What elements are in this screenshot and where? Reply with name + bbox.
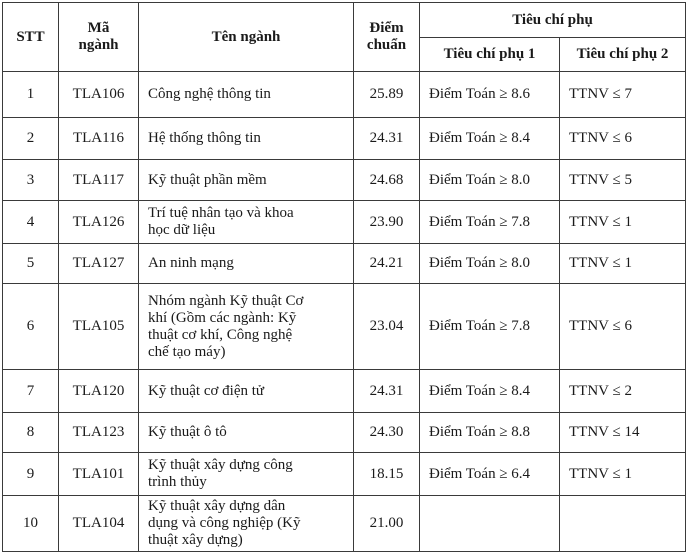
cell-ma-nganh: TLA117 (59, 160, 139, 201)
table-row (3, 370, 686, 413)
cell-tieu-chi-phu-1: Điểm Toán ≥ 8.0 (420, 244, 560, 284)
ten-nganh-line: chế tạo máy) (148, 343, 226, 360)
cell-tieu-chi-phu-2: TTNV ≤ 5 (560, 160, 686, 201)
ten-nganh-line: học dữ liệu (148, 222, 216, 238)
cell-tieu-chi-phu-1: Điểm Toán ≥ 8.4 (420, 370, 560, 413)
cell-diem-chuan: 21.00 (354, 496, 420, 552)
cell-tieu-chi-phu-1: Điểm Toán ≥ 8.6 (420, 72, 560, 118)
cell-tieu-chi-phu-2 (560, 496, 686, 552)
header-tieu-chi-phu-1: Tiêu chí phụ 1 (420, 38, 560, 72)
cell-tieu-chi-phu-1: Điểm Toán ≥ 8.4 (420, 118, 560, 160)
cell-ten-nganh (139, 496, 354, 552)
ten-nganh-line: Công nghệ thông tin (148, 86, 271, 102)
cell-stt: 1 (3, 72, 59, 118)
table-row (3, 496, 686, 552)
cell-ma-nganh: TLA127 (59, 244, 139, 284)
cell-ten-nganh (139, 413, 354, 453)
table-body (3, 72, 686, 552)
cell-ma-nganh: TLA116 (59, 118, 139, 160)
cell-ten-nganh (139, 201, 354, 244)
cell-ma-nganh: TLA104 (59, 496, 139, 552)
cell-diem-chuan: 24.31 (354, 370, 420, 413)
cell-stt: 8 (3, 413, 59, 453)
ten-nganh-line: thuật cơ khí, Công nghệ (148, 326, 293, 343)
ten-nganh-line: dụng và công nghiệp (Kỹ (148, 515, 301, 531)
ten-nganh-line: Trí tuệ nhân tạo và khoa (148, 205, 294, 221)
header-tieu-chi-phu: Tiêu chí phụ (420, 3, 686, 38)
cell-stt: 10 (3, 496, 59, 552)
cell-tieu-chi-phu-1: Điểm Toán ≥ 7.8 (420, 201, 560, 244)
cell-tieu-chi-phu-2: TTNV ≤ 6 (560, 118, 686, 160)
cell-diem-chuan: 24.31 (354, 118, 420, 160)
cell-ten-nganh (139, 370, 354, 413)
cell-diem-chuan: 23.90 (354, 201, 420, 244)
cell-ma-nganh: TLA123 (59, 413, 139, 453)
header-ma-nganh: Mã ngành (59, 3, 139, 72)
cell-diem-chuan: 18.15 (354, 453, 420, 496)
ten-nganh-line: Kỹ thuật xây dựng công (148, 457, 293, 473)
admission-score-table (2, 2, 686, 552)
cell-ma-nganh: TLA120 (59, 370, 139, 413)
table-row (3, 244, 686, 284)
header-tieu-chi-phu-2: Tiêu chí phụ 2 (560, 38, 686, 72)
ten-nganh-line: An ninh mạng (148, 255, 234, 271)
cell-ten-nganh (139, 160, 354, 201)
cell-ma-nganh: TLA106 (59, 72, 139, 118)
cell-stt: 5 (3, 244, 59, 284)
cell-ten-nganh (139, 244, 354, 284)
ten-nganh-line: Kỹ thuật ô tô (148, 424, 227, 440)
header-ten-nganh: Tên ngành (139, 3, 354, 72)
cell-ten-nganh (139, 118, 354, 160)
header-diem-chuan: Điểm chuẩn (354, 3, 420, 72)
cell-diem-chuan: 24.21 (354, 244, 420, 284)
table-row (3, 413, 686, 453)
cell-stt: 2 (3, 118, 59, 160)
cell-stt: 9 (3, 453, 59, 496)
header-stt: STT (3, 3, 59, 72)
cell-tieu-chi-phu-1: Điểm Toán ≥ 8.8 (420, 413, 560, 453)
table-row (3, 453, 686, 496)
cell-diem-chuan: 24.68 (354, 160, 420, 201)
cell-tieu-chi-phu-2: TTNV ≤ 2 (560, 370, 686, 413)
cell-stt: 7 (3, 370, 59, 413)
cell-stt: 4 (3, 201, 59, 244)
table-row (3, 284, 686, 370)
ten-nganh-line: trình thủy (148, 474, 207, 490)
cell-diem-chuan: 24.30 (354, 413, 420, 453)
cell-stt: 6 (3, 284, 59, 370)
cell-diem-chuan: 23.04 (354, 284, 420, 370)
cell-ma-nganh: TLA105 (59, 284, 139, 370)
cell-tieu-chi-phu-2: TTNV ≤ 1 (560, 453, 686, 496)
cell-tieu-chi-phu-2: TTNV ≤ 1 (560, 201, 686, 244)
cell-tieu-chi-phu-2: TTNV ≤ 6 (560, 284, 686, 370)
cell-ten-nganh (139, 72, 354, 118)
ten-nganh-line: Kỹ thuật phần mềm (148, 171, 267, 188)
table-row (3, 72, 686, 118)
ten-nganh-line: Kỹ thuật cơ điện tử (148, 382, 265, 399)
cell-tieu-chi-phu-1 (420, 496, 560, 552)
table-row (3, 201, 686, 244)
cell-tieu-chi-phu-1: Điểm Toán ≥ 6.4 (420, 453, 560, 496)
cell-ma-nganh: TLA101 (59, 453, 139, 496)
cell-ten-nganh (139, 284, 354, 370)
table-header (3, 3, 686, 72)
cell-ten-nganh (139, 453, 354, 496)
ten-nganh-line: thuật xây dựng) (148, 532, 243, 548)
cell-diem-chuan: 25.89 (354, 72, 420, 118)
cell-stt: 3 (3, 160, 59, 201)
cell-tieu-chi-phu-1: Điểm Toán ≥ 8.0 (420, 160, 560, 201)
cell-tieu-chi-phu-2: TTNV ≤ 14 (560, 413, 686, 453)
cell-tieu-chi-phu-1: Điểm Toán ≥ 7.8 (420, 284, 560, 370)
ten-nganh-line: khí (Gồm các ngành: Kỹ (148, 309, 297, 326)
table-row (3, 118, 686, 160)
ten-nganh-line: Nhóm ngành Kỹ thuật Cơ (148, 292, 304, 309)
ten-nganh-line: Kỹ thuật xây dựng dân (148, 498, 286, 514)
cell-tieu-chi-phu-2: TTNV ≤ 1 (560, 244, 686, 284)
table-row (3, 160, 686, 201)
cell-ma-nganh: TLA126 (59, 201, 139, 244)
ten-nganh-line: Hệ thống thông tin (148, 130, 261, 146)
cell-tieu-chi-phu-2: TTNV ≤ 7 (560, 72, 686, 118)
